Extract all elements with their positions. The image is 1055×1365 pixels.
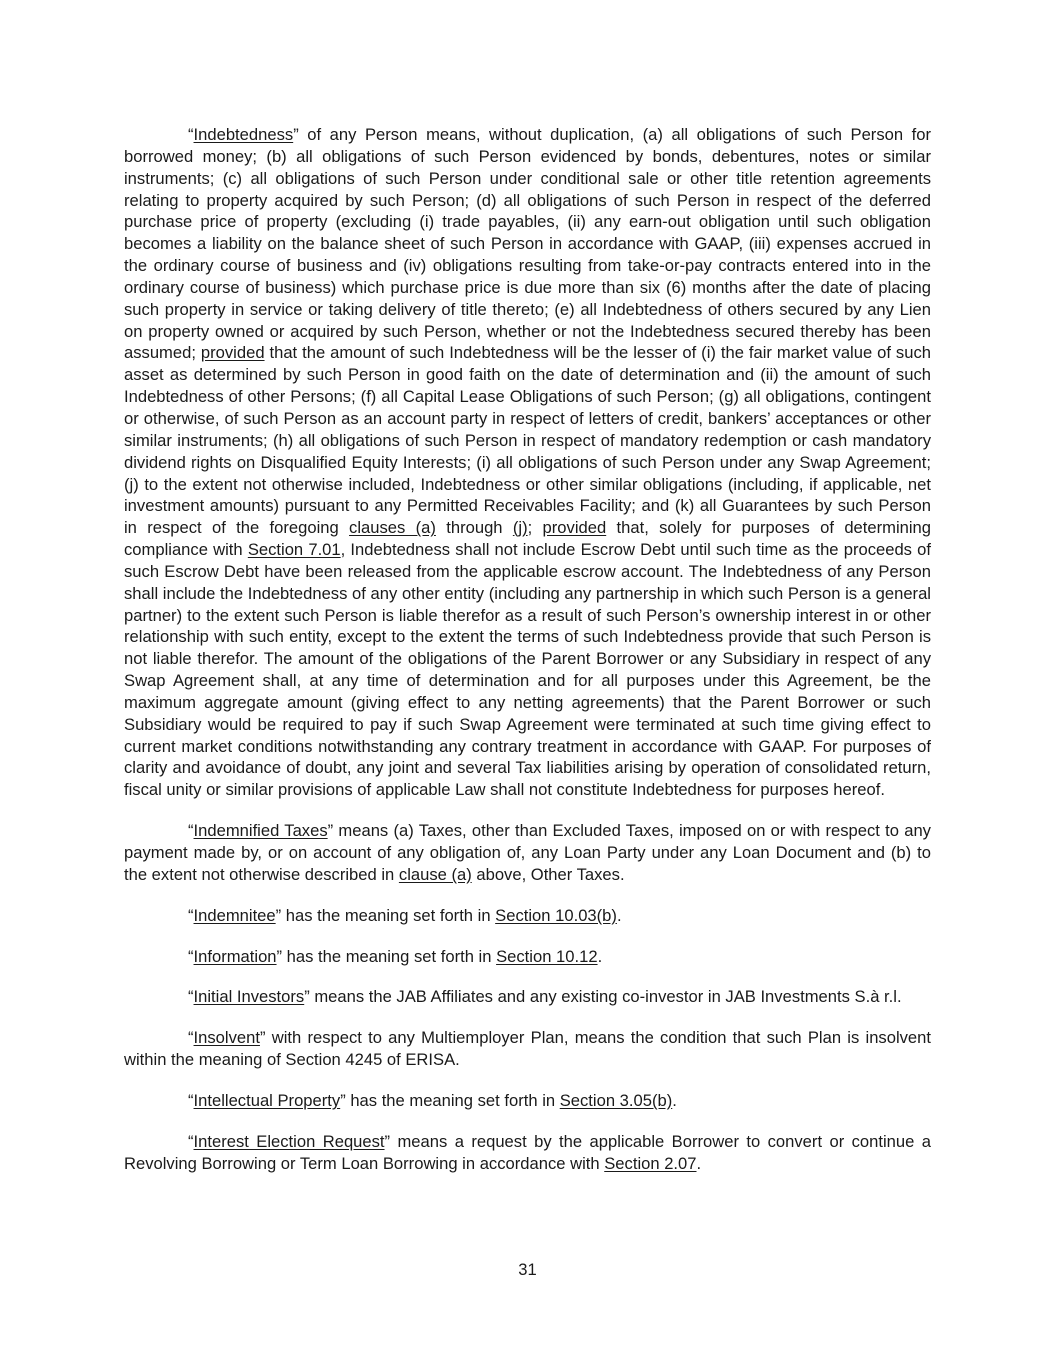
definition-text: ” has the meaning set forth in <box>275 905 496 925</box>
definition-text: . <box>616 905 622 925</box>
definition-text: “ <box>188 1090 194 1110</box>
cross-reference: Section 3.05(b) <box>559 1090 673 1110</box>
definition-information <box>124 946 931 968</box>
defined-term: Interest Election Request <box>193 1131 385 1151</box>
definition-intellectual-property <box>124 1090 931 1112</box>
definition-text: ” has the meaning set forth in <box>276 946 497 966</box>
definition-text: . <box>597 946 603 966</box>
definition-text: . <box>696 1153 702 1173</box>
cross-reference: clause (a) <box>398 864 472 884</box>
defined-term: Indebtedness <box>193 125 294 144</box>
definition-text: ” means the JAB Affiliates and any existing co-investor in JAB Investments S.à r.l. <box>304 987 902 1007</box>
definition-text: “ <box>188 1028 194 1048</box>
definition-text: above, Other Taxes. <box>471 864 625 884</box>
definition-text: ” with respect to any Multiemployer Plan, means the condition that such Plan is insolvent within the meaning of Section 4245 of ERISA. <box>124 1028 931 1070</box>
definition-text: through <box>435 518 513 538</box>
defined-term: Indemnitee <box>193 905 276 925</box>
defined-term: Insolvent <box>193 1028 260 1048</box>
definition-insolvent <box>124 1027 931 1071</box>
cross-reference: clauses (a) <box>349 518 436 538</box>
definition-text: “ <box>188 1131 194 1151</box>
cross-reference: provided <box>200 343 265 363</box>
definition-text: that the amount of such Indebtedness will be the lesser of (i) the fair market value of such asset as determined by such Person in good faith on the date of determination and (ii) the amount of such Indebtedness of other Persons; (f) all Capital Lease Obligations of such Person; (g) all obligations, contingent or otherwise, of such Person as an account party in respect of letters of credit, bankers’ acceptances or other similar instruments; (h) all obligations of such Person in respect of mandatory redemption or cash mandatory dividend rights on Disqualified Equity Interests; (i) all obligations of such Person under any Swap Agreement; (j) to the extent not otherwise included, Indebtedness or other similar obligations (including, if applicable, net investment amounts) pursuant to any Permitted Receivables Facility; and (k) all Guarantees by such Person in respect of the foregoing <box>124 343 931 538</box>
cross-reference: Section 10.03(b) <box>495 905 617 925</box>
definition-text: ” of any Person means, without duplication, (a) all obligations of such Person for borrowed money; (b) all obligations of such Person evidenced by bonds, debentures, notes or similar instruments; (c) all obligations of such Person under conditional sale or other title retention agreements relating to property acquired by such Person; (d) all obligations of such Person in respect of the deferred purchase price of property (excluding (i) trade payables, (ii) any earn-out obligation until such obligation becomes a liability on the balance sheet of such Person in accordance with GAAP, (iii) expenses accrued in the ordinary course of business and (iv) obligations resulting from take-or-pay contracts entered into in the ordinary course of business) which purchase price is due more than six (6) months after the date of placing such property in service or taking delivery of title thereto; (e) all Indebtedness of others secured by any Lien on property owned or acquired by such Person, whether or not the Indebtedness secured thereby has been assumed; <box>124 125 931 363</box>
definition-text: “ <box>188 987 194 1007</box>
definition-text: “ <box>188 946 194 966</box>
defined-term: Initial Investors <box>193 987 305 1007</box>
definition-text: “ <box>188 905 194 925</box>
defined-term: Intellectual Property <box>193 1090 341 1110</box>
definition-indebtedness <box>124 124 931 801</box>
cross-reference: Section 10.12 <box>496 946 598 966</box>
definition-text: that, solely for purposes of determining compliance with <box>124 518 932 560</box>
definition-initial-investors <box>124 986 931 1008</box>
cross-reference: provided <box>542 518 607 538</box>
page-number: 31 <box>518 1260 537 1279</box>
cross-reference: (j) <box>512 518 528 538</box>
definition-text: ” has the meaning set forth in <box>340 1090 560 1110</box>
definition-indemnitee <box>124 905 931 927</box>
definition-text: “ <box>188 125 194 144</box>
definition-text: “ <box>188 821 194 841</box>
definition-interest-election-request <box>124 1131 931 1175</box>
definition-text: . <box>672 1090 677 1110</box>
definition-text: , Indebtedness shall not include Escrow Debt until such time as the proceeds of such Escrow Debt have been released from the applicable escrow account. The Indebtedness of any Person shall include the Indebtedness of any other entity (including any partnership in which such Person is a general partner) to the extent such Person is liable therefor as a result of such Person’s ownership interest in or other relationship with such entity, except to the extent the terms of such Indebtedness provide that such Person is not liable therefor. The amount of the obligations of the Parent Borrower or any Subsidiary in respect of any Swap Agreement shall, at any time of determination and for all purposes under this Agreement, be the maximum aggregate amount (giving effect to any netting agreements) that the Parent Borrower or such Subsidiary would be required to pay if such Swap Agreement were terminated at such time giving effect to current market conditions notwithstanding any contrary treatment in accordance with GAAP. For purposes of clarity and avoidance of doubt, any joint and several Tax liabilities arising by operation of consolidated return, fiscal unity or similar provisions of applicable Law shall not constitute Indebtedness for purposes hereof. <box>124 540 931 800</box>
definition-text: ” means a request by the applicable Borrower to convert or continue a Revolving Borrowing or Term Loan Borrowing in accordance with <box>124 1131 932 1173</box>
definition-text: ” means (a) Taxes, other than Excluded Taxes, imposed on or with respect to any payment made by, or on account of any obligation of, any Loan Party under any Loan Document and (b) to the extent not otherwise described in <box>124 821 931 884</box>
defined-term: Indemnified Taxes <box>193 821 328 841</box>
definition-text: ; <box>527 518 543 538</box>
definition-indemnified-taxes <box>124 820 931 886</box>
defined-term: Information <box>193 946 277 966</box>
cross-reference: Section 2.07 <box>604 1153 697 1173</box>
cross-reference: Section 7.01 <box>247 540 341 560</box>
document-page-body <box>124 124 931 1193</box>
